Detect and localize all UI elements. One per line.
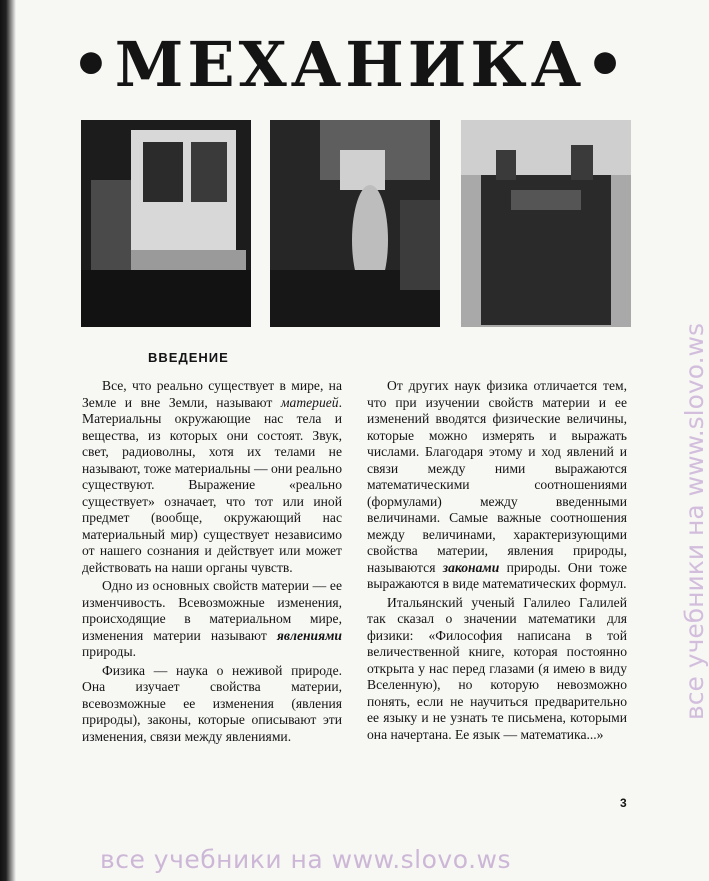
watermark-bottom: все учебники на www.slovo.ws (100, 845, 511, 874)
text-run: природы. (82, 644, 136, 659)
paragraph (82, 578, 342, 661)
photo-tractor-front (461, 120, 631, 327)
watermark-side: все учебники на www.slovo.ws (680, 323, 709, 720)
term-emphasis: материей (280, 394, 339, 410)
section-heading: ВВЕДЕНИЕ (148, 350, 229, 365)
term-emphasis: явлениями (276, 627, 342, 643)
term-emphasis: законами (442, 559, 500, 575)
text-run: Итальянский ученый Галилео Галилей так сказал о значении математики для физики: «Философия написана в той величественной книге, которая постоянно открыта у нас перед глазами (я имею в виду Вселенную), но которую невозможно понять, если не научиться предварительно ее языку и не узнать те письмена, которыми она начертана. Ее язык — математика...» (367, 594, 627, 742)
photo-worker-machine (270, 120, 440, 327)
photo-tractor-cab (81, 120, 251, 327)
paragraph (82, 378, 342, 576)
text-run: природы. Они тоже выражаются в виде математических формул. (367, 559, 627, 591)
paragraph (367, 378, 627, 593)
text-run: . Материальны окружающие нас тела и вещества, из которых они состоят. Звук, свет, радиоволны, хотя их телами не называют, тоже материальны — они реально существуют. Выражение «реально существует» означает, что тот или иной предмет (вообще, окружающий нас материальный мир) существует независимо от нашего сознания и действует или может действовать на наши органы чувств. (82, 394, 342, 575)
left-text-column (82, 378, 342, 745)
text-run: Одно из основных свойств материи — ее изменчивость. Всевозможные изменения, происходящие в материальном мире, изменения материи называют (82, 578, 342, 643)
text-run: Физика — наука о неживой природе. Она изучает свойства материи, всевозможные ее изменения (явления природы), законы, которые описывают эти изменения, связи между явлениями. (82, 662, 342, 744)
text-run: Все, что реально существует в мире, на Земле и вне Земли, называют (82, 378, 342, 410)
page-title: •МЕХАНИКА• (71, 28, 629, 101)
page-number: 3 (620, 796, 627, 810)
page-binding-edge (0, 0, 26, 881)
paragraph (367, 595, 627, 744)
paragraph (82, 663, 342, 746)
text-run: От других наук физика отличается тем, что при изучении свойств материи и ее изменений вводятся физические величины, которые можно измерять и выражать числами. Благодаря этому и ход явлений и связи между ними выражаются математическими соотношениями (формулами) между введенными величинами. Самые важные соотношения между величинами, характеризующими свойства материи, явления природы, называются (367, 378, 627, 575)
right-text-column (367, 378, 627, 743)
